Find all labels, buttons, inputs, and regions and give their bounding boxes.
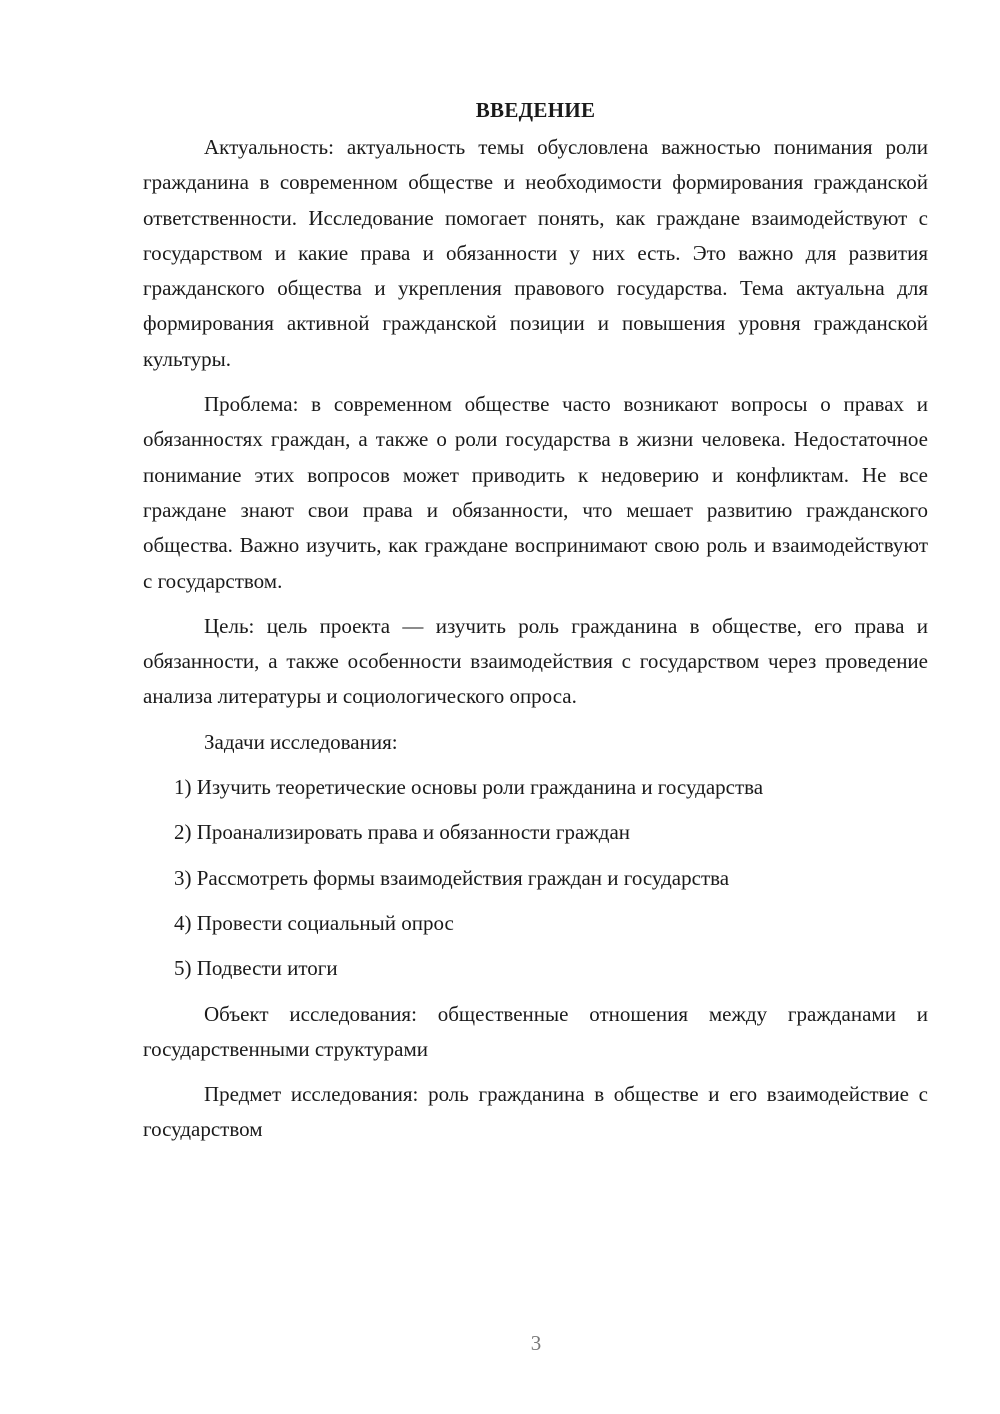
paragraph-subject: Предмет исследования: роль гражданина в обществе и его взаимодействие с государством (143, 1082, 928, 1142)
page-title: ВВЕДЕНИЕ (475, 98, 596, 122)
list-item: 5) Подвести итоги (174, 956, 338, 981)
paragraph-goal: Цель: цель проекта — изучить роль гражданина в обществе, его права и обязанности, а также особенности взаимодействия с государством через проведение анализа литературы и социологического опроса. (143, 613, 928, 709)
paragraph-relevance: Актуальность: актуальность темы обусловлена важностью понимания роли гражданина в современном обществе и необходимости формирования гражданской ответственности. Исследование помогает понять, как граждане взаимодействуют с государством и какие права и обязанности у них есть. Это важно для развития гражданского общества и укрепления правового государства. Тема актуальна для формирования активной гражданской позиции и повышения уровня гражданской культуры. (143, 135, 928, 371)
document-page (143, 92, 928, 1158)
paragraph-object: Объект исследования: общественные отношения между гражданами и государственными структурами (143, 1001, 928, 1061)
tasks-list (143, 770, 928, 986)
tasks-heading: Задачи исследования: (204, 729, 398, 754)
page-number: 3 (530, 1331, 542, 1355)
list-item: 2) Проанализировать права и обязанности граждан (174, 820, 631, 845)
list-item: 3) Рассмотреть формы взаимодействия граждан и государства (174, 865, 730, 890)
list-item: 4) Провести социальный опрос (174, 910, 454, 935)
paragraph-problem: Проблема: в современном обществе часто возникают вопросы о правах и обязанностях граждан, а также о роли государства в жизни человека. Недостаточное понимание этих вопросов может приводить к недоверию и конфликтам. Не все граждане знают свои права и обязанности, что мешает развитию гражданского общества. Важно изучить, как граждане воспринимают свою роль и взаимодействуют с государством. (143, 392, 928, 593)
list-item: 1) Изучить теоретические основы роли гражданина и государства (174, 775, 764, 800)
